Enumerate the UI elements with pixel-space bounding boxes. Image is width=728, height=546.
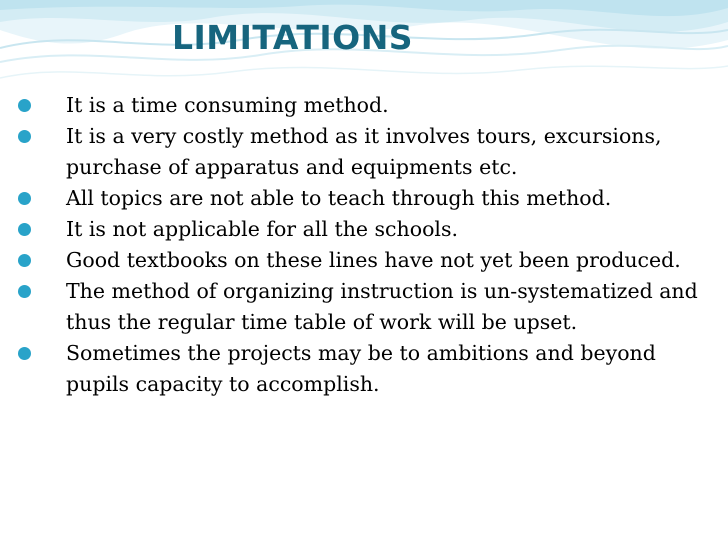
bullet-dot-icon — [18, 130, 31, 143]
bullet-text: It is a time consuming method. — [66, 93, 389, 117]
bullet-item — [16, 183, 706, 214]
bullet-item — [16, 245, 706, 276]
bullet-text: It is not applicable for all the schools. — [66, 217, 459, 241]
bullet-text: Good textbooks on these lines have not yet been produced. — [66, 248, 681, 272]
bullet-text: The method of organizing instruction is un-systematized and thus the regular time table of work will be upset. — [66, 279, 698, 334]
bullet-item — [16, 214, 706, 245]
bullet-text: All topics are not able to teach through this method. — [66, 186, 612, 210]
bullet-dot-icon — [18, 347, 31, 360]
wave-line-3 — [0, 66, 728, 78]
bullet-dot-icon — [18, 254, 31, 267]
bullet-list — [16, 90, 706, 400]
slide-title: LIMITATIONS — [172, 18, 414, 57]
bullet-dot-icon — [18, 223, 31, 236]
bullet-item — [16, 338, 706, 400]
bullet-dot-icon — [18, 192, 31, 205]
bullet-item — [16, 276, 706, 338]
bullet-item — [16, 90, 706, 121]
bullet-text: Sometimes the projects may be to ambitions and beyond pupils capacity to accomplish. — [66, 341, 656, 396]
bullet-text: It is a very costly method as it involves tours, excursions, purchase of apparatus and equipments etc. — [66, 124, 662, 179]
bullet-dot-icon — [18, 99, 31, 112]
bullet-dot-icon — [18, 285, 31, 298]
bullet-item — [16, 121, 706, 183]
